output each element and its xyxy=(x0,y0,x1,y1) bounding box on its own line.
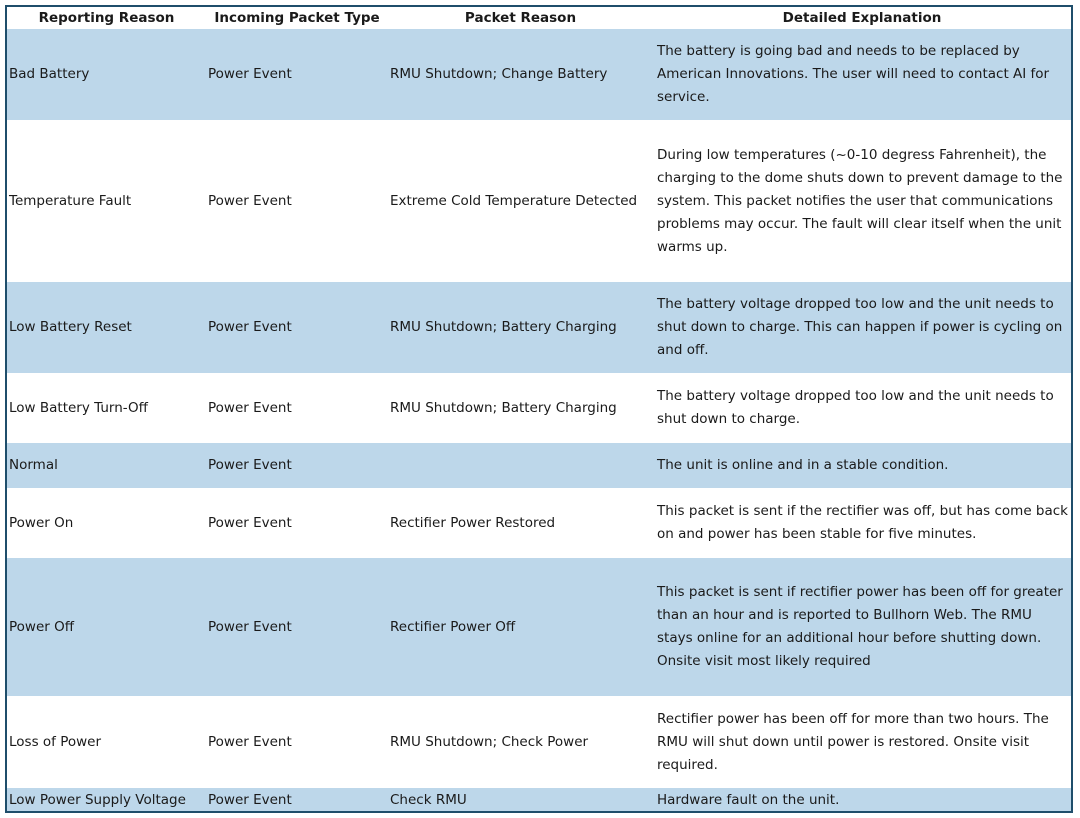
table-row xyxy=(7,443,1071,488)
cell-reporting-reason: Normal xyxy=(7,443,206,488)
cell-packet-reason: Rectifier Power Off xyxy=(388,558,653,696)
cell-packet-type: Power Event xyxy=(206,443,388,488)
table-row xyxy=(7,282,1071,373)
cell-packet-reason xyxy=(388,443,653,488)
cell-packet-type: Power Event xyxy=(206,696,388,788)
reporting-table-frame xyxy=(5,5,1073,813)
cell-packet-reason: RMU Shutdown; Change Battery xyxy=(388,29,653,120)
header-incoming-packet-type: Incoming Packet Type xyxy=(206,7,388,29)
cell-packet-reason: Check RMU xyxy=(388,788,653,812)
table-row xyxy=(7,558,1071,696)
cell-reporting-reason: Power Off xyxy=(7,558,206,696)
table-header-row xyxy=(7,7,1071,29)
cell-packet-reason: Rectifier Power Restored xyxy=(388,488,653,558)
cell-explanation: During low temperatures (~0-10 degress Fahrenheit), the charging to the dome shuts down to prevent damage to the system. This packet notifies the user that communications problems may occur. The fault will clear itself when the unit warms up. xyxy=(653,120,1071,282)
table-row xyxy=(7,788,1071,812)
cell-packet-type: Power Event xyxy=(206,488,388,558)
table-row xyxy=(7,696,1071,788)
cell-reporting-reason: Low Battery Turn-Off xyxy=(7,373,206,443)
cell-explanation: The unit is online and in a stable condition. xyxy=(653,443,1071,488)
cell-reporting-reason: Low Battery Reset xyxy=(7,282,206,373)
cell-packet-type: Power Event xyxy=(206,788,388,812)
cell-packet-type: Power Event xyxy=(206,120,388,282)
cell-reporting-reason: Bad Battery xyxy=(7,29,206,120)
cell-explanation: Rectifier power has been off for more than two hours. The RMU will shut down until power is restored. Onsite visit required. xyxy=(653,696,1071,788)
cell-packet-type: Power Event xyxy=(206,373,388,443)
cell-packet-reason: RMU Shutdown; Battery Charging xyxy=(388,282,653,373)
header-packet-reason: Packet Reason xyxy=(388,7,653,29)
cell-explanation: The battery voltage dropped too low and the unit needs to shut down to charge. This can happen if power is cycling on and off. xyxy=(653,282,1071,373)
cell-reporting-reason: Low Power Supply Voltage xyxy=(7,788,206,812)
cell-explanation: This packet is sent if the rectifier was off, but has come back on and power has been stable for five minutes. xyxy=(653,488,1071,558)
header-reporting-reason: Reporting Reason xyxy=(7,7,206,29)
cell-explanation: This packet is sent if rectifier power has been off for greater than an hour and is reported to Bullhorn Web. The RMU stays online for an additional hour before shutting down. Onsite visit most likely required xyxy=(653,558,1071,696)
cell-explanation: Hardware fault on the unit. xyxy=(653,788,1071,812)
cell-reporting-reason: Power On xyxy=(7,488,206,558)
cell-packet-reason: RMU Shutdown; Battery Charging xyxy=(388,373,653,443)
table-row xyxy=(7,120,1071,282)
cell-packet-type: Power Event xyxy=(206,558,388,696)
reporting-reasons-table xyxy=(7,7,1071,812)
cell-packet-type: Power Event xyxy=(206,282,388,373)
cell-reporting-reason: Temperature Fault xyxy=(7,120,206,282)
cell-explanation: The battery is going bad and needs to be replaced by American Innovations. The user will need to contact AI for service. xyxy=(653,29,1071,120)
cell-packet-reason: RMU Shutdown; Check Power xyxy=(388,696,653,788)
cell-reporting-reason: Loss of Power xyxy=(7,696,206,788)
table-row xyxy=(7,488,1071,558)
cell-packet-type: Power Event xyxy=(206,29,388,120)
cell-packet-reason: Extreme Cold Temperature Detected xyxy=(388,120,653,282)
header-detailed-explanation: Detailed Explanation xyxy=(653,7,1071,29)
table-row xyxy=(7,29,1071,120)
cell-explanation: The battery voltage dropped too low and the unit needs to shut down to charge. xyxy=(653,373,1071,443)
table-row xyxy=(7,373,1071,443)
